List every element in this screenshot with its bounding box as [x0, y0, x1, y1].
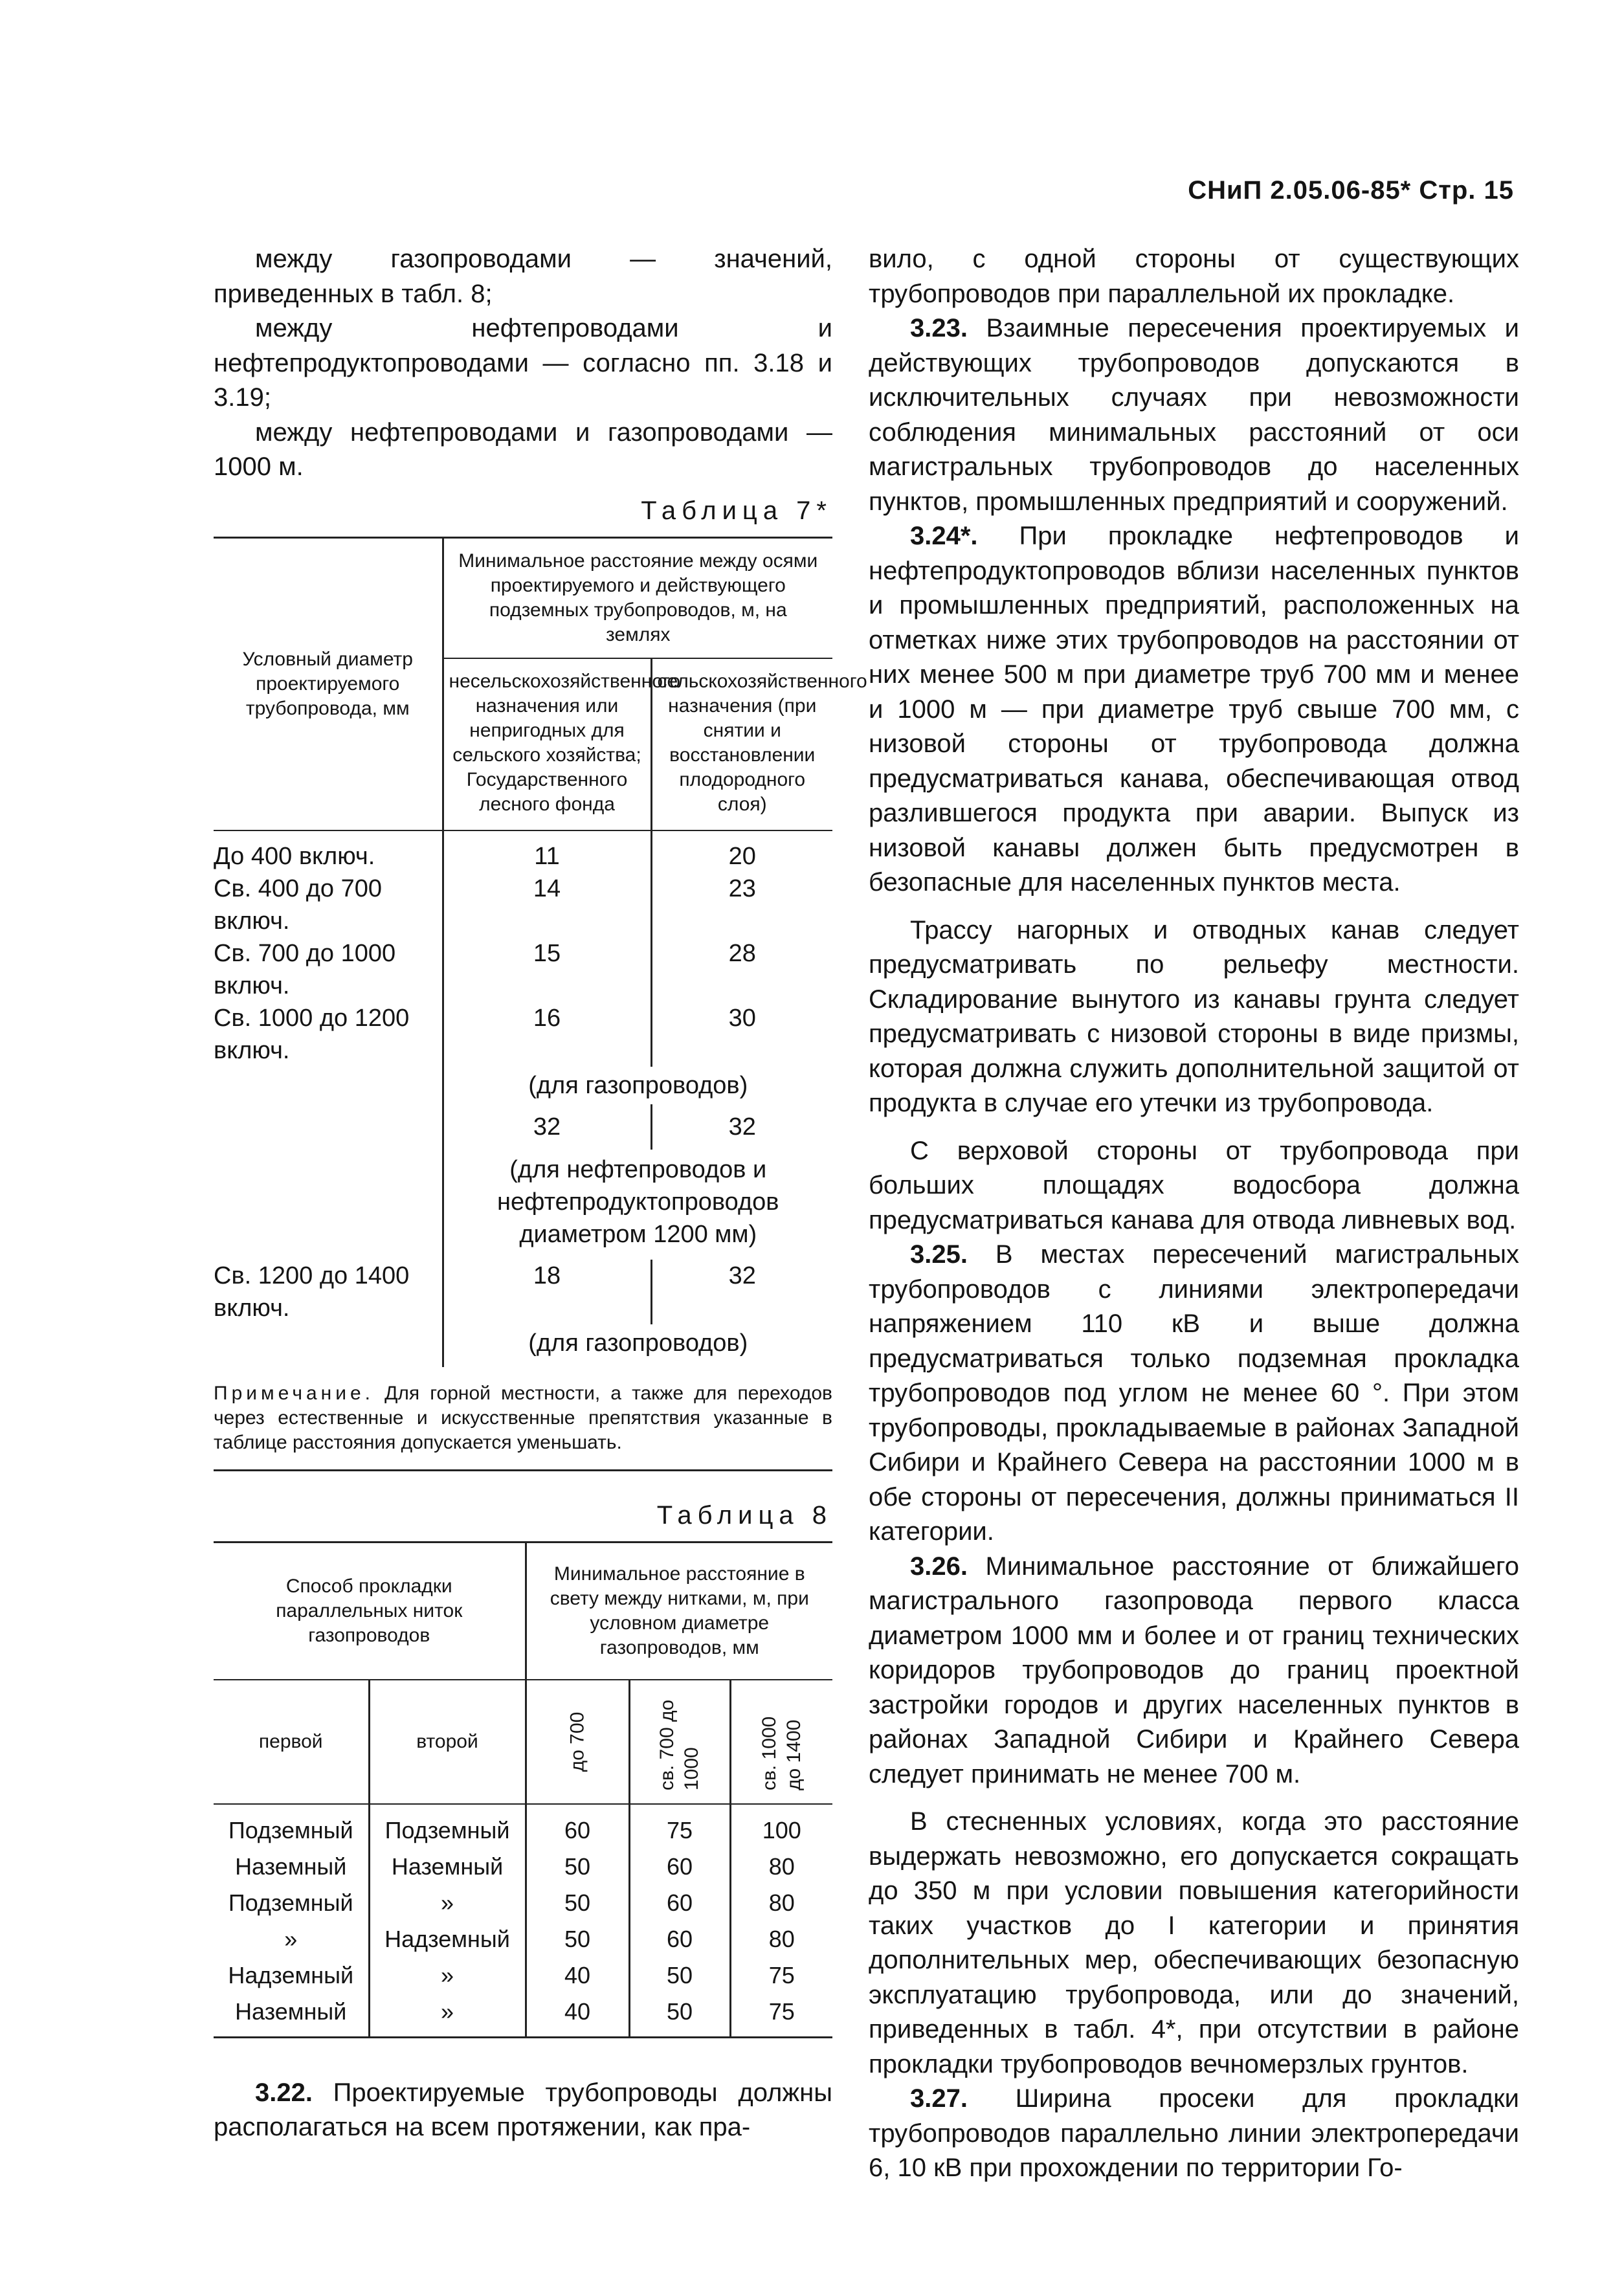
table-8-second: Подземный [369, 1804, 526, 1849]
table-7-header-nonagri: несельскохозяйственного назначения или непригодных для сельского хозяйства; Государственного лесного фонда [443, 658, 651, 830]
section-number: 3.25. [910, 1240, 968, 1269]
table-8-header-method: Способ прокладки параллельных ниток газопроводов [214, 1542, 526, 1680]
section-number: 3.23. [910, 314, 968, 342]
paragraph-3-22: 3.22. Проектируемые трубопроводы должны располагаться на всем протяжении, как пра- [214, 2078, 832, 2141]
paragraph-3-23: 3.23. Взаимные пересечения проектируемых и действующих трубопроводов допускаются в исключительных случаях при невозможности соблюдения минимальных расстояний от оси магистральных трубопроводов до населенных пунктов, промышленных предприятий и сооружений. [869, 314, 1519, 516]
table-7-diameter: Св. 700 до 1000 включ. [214, 937, 443, 1002]
table-8-value: 60 [629, 1885, 730, 1921]
section-number: 3.26. [910, 1552, 968, 1581]
table-8-header-d1: до 700 [566, 1711, 588, 1772]
right-column [869, 242, 1519, 2186]
table-8-header-distance: Минимальное расстояние в свету между нитками, м, при условном диаметре газопроводов, мм [526, 1542, 832, 1680]
paragraph: между нефтепроводами и нефтепродуктопроводами — согласно пп. 3.18 и 3.19; [214, 314, 832, 412]
table-7-value: 20 [728, 842, 756, 870]
table-7-value: 16 [443, 1002, 651, 1067]
table-7-note-oil: (для нефтепроводов и нефтепродуктопроводов диаметром 1200 мм) [497, 1155, 779, 1248]
table-7-header-distance: Минимальное расстояние между осями проектируемого и действующего подземных трубопроводов, м, на землях [443, 537, 832, 658]
paragraph-3-24: 3.24*. При прокладке нефтепроводов и нефтепродуктопроводов вблизи населенных пунктов и промышленных предприятий, расположенных на отметках ниже этих трубопроводов на расстоянии от них менее 500 м при диаметре труб 700 мм и менее и 1000 м — при диаметре труб свыше 700 мм, с низовой стороны от трубопровода должна предусматриваться канава, обеспечивающая отвод разлившегося продукта при аварии. Выпуск из низовой канавы должен быть предусмотрен в безопасные для населенных пунктов места. [869, 522, 1519, 896]
table-7-value: 14 [443, 873, 651, 937]
section-number: 3.22. [255, 2078, 313, 2107]
table-8-first: » [214, 1921, 369, 1957]
left-column [214, 242, 867, 2145]
table-7-value: 32 [443, 1104, 651, 1150]
table-8-second: » [369, 1994, 526, 2038]
table-7-value: 11 [443, 830, 651, 873]
table-8-header-d3: св. 1000 до 1400 [758, 1716, 805, 1790]
paragraph: вило, с одной стороны от существующих трубопроводов при параллельной их прокладке. [869, 245, 1519, 308]
table-8-value: 75 [768, 1961, 795, 1988]
table-7-header-diameter: Условный диаметр проектируемого трубопровода, мм [214, 537, 443, 830]
paragraph-3-26: 3.26. Минимальное расстояние от ближайшего магистрального газопровода первого класса диаметром 1000 мм и более и от границ технических коридоров трубопроводов до границ проектной застройки городов и других населенных пунктов в районах Западной Сибири и Крайнего Севера следует принимать не менее 700 м. [869, 1552, 1519, 1788]
table-8-value: 50 [526, 1849, 629, 1885]
section-number: 3.27. [910, 2084, 968, 2113]
table-8-value: 40 [526, 1994, 629, 2038]
table-8-first: Надземный [214, 1957, 369, 1994]
table-7-caption: Таблица 7* [641, 496, 832, 525]
table-8-value: 50 [629, 1957, 730, 1994]
table-7-diameter: Св. 1200 до 1400 включ. [214, 1260, 443, 1324]
paragraph-3-25: 3.25. В местах пересечений магистральных трубопроводов с линиями электропередачи напряжением 110 кВ и выше должна предусматриваться только подземная прокладка трубопроводов под углом не менее 60 °. При этом трубопроводы, прокладываемые в районах Западной Сибири и Крайнего Севера на расстоянии 1000 м в обе стороны от пересечения, должны приниматься II категории. [869, 1240, 1519, 1546]
table-8-second: Надземный [369, 1921, 526, 1957]
section-number: 3.24*. [910, 522, 978, 550]
table-7-value: 15 [443, 937, 651, 1002]
table-7-value: 32 [728, 1113, 756, 1141]
note-text: Для горной местности, а также для переходов через естественные и искусственные препятствия указанные в таблице расстояния допускается уменьшать. [214, 1382, 832, 1453]
table-8-value: 100 [762, 1816, 801, 1843]
table-8 [214, 1541, 832, 2038]
table-7-value: 18 [443, 1260, 651, 1324]
paragraph-3-27: 3.27. Ширина просеки для прокладки трубопроводов параллельно линии электропередачи 6, 10 кВ при прохождении по территории Го- [869, 2084, 1519, 2182]
table-8-value: 75 [629, 1804, 730, 1849]
table-7-diameter: До 400 включ. [214, 830, 443, 873]
table-8-header-second: второй [369, 1680, 526, 1804]
table-8-value: 80 [768, 1925, 795, 1952]
running-header: СНиП 2.05.06-85* Стр. 15 [1188, 176, 1514, 205]
table-8-value: 80 [768, 1853, 795, 1880]
table-8-value: 60 [629, 1921, 730, 1957]
table-8-first: Наземный [214, 1994, 369, 2038]
table-7-value: 23 [728, 874, 756, 902]
table-7-header-agri: сельскохозяйственного назначения (при снятии и восстановлении плодородного слоя) [651, 658, 832, 830]
table-7-note-gas: (для газопроводов) [528, 1329, 748, 1357]
table-8-second: Наземный [369, 1849, 526, 1885]
table-8-value: 40 [526, 1957, 629, 1994]
table-8-header-d2: св. 700 до 1000 [656, 1699, 703, 1790]
paragraph: между газопроводами — значений, приведенных в табл. 8; [214, 245, 832, 308]
table-8-value: 50 [629, 1994, 730, 2038]
table-7-value: 32 [728, 1262, 756, 1289]
table-7-note-gas: (для газопроводов) [528, 1071, 748, 1099]
table-8-value: 75 [768, 1998, 795, 2025]
table-7-value: 28 [728, 939, 756, 967]
table-8-caption: Таблица 8 [656, 1500, 832, 1530]
paragraph: Трассу нагорных и отводных канав следует предусматривать по рельефу местности. Складирование вынутого из канавы грунта следует предусматривать с низовой стороны в виде призмы, которая должна служить дополнительной защитой от продукта в случае его утечки из трубопровода. [869, 915, 1519, 1117]
table-8-value: 50 [526, 1921, 629, 1957]
table-8-value: 50 [526, 1885, 629, 1921]
table-8-first: Наземный [214, 1849, 369, 1885]
table-7-value: 30 [728, 1004, 756, 1032]
paragraph: С верховой стороны от трубопровода при больших площадях водосбора должна предусматриваться канава для отвода ливневых вод. [869, 1136, 1519, 1234]
table-8-header-first: первой [214, 1680, 369, 1804]
table-8-first: Подземный [214, 1804, 369, 1849]
note-label: Примечание. [214, 1382, 374, 1404]
table-7 [214, 537, 867, 1367]
paragraph: В стесненных условиях, когда это расстояние выдержать невозможно, его допускается сокращать до 350 м при условии повышения категорийности таких участков до I категории и принятия дополнительных мер, обеспечивающих безопасную эксплуатацию трубопровода, или до значений, приведенных в табл. 4*, при отсутствии в районе прокладки трубопроводов вечномерзлых грунтов. [869, 1807, 1519, 2078]
table-8-value: 60 [526, 1804, 629, 1849]
paragraph: между нефтепроводами и газопроводами — 1000 м. [214, 418, 832, 481]
table-7-diameter: Св. 1000 до 1200 включ. [214, 1002, 443, 1067]
table-7-footnote [214, 1381, 832, 1455]
table-7-diameter: Св. 400 до 700 включ. [214, 873, 443, 937]
table-8-value: 80 [768, 1889, 795, 1916]
table-8-second: » [369, 1957, 526, 1994]
table-8-value: 60 [629, 1849, 730, 1885]
table-8-first: Подземный [214, 1885, 369, 1921]
table-8-second: » [369, 1885, 526, 1921]
